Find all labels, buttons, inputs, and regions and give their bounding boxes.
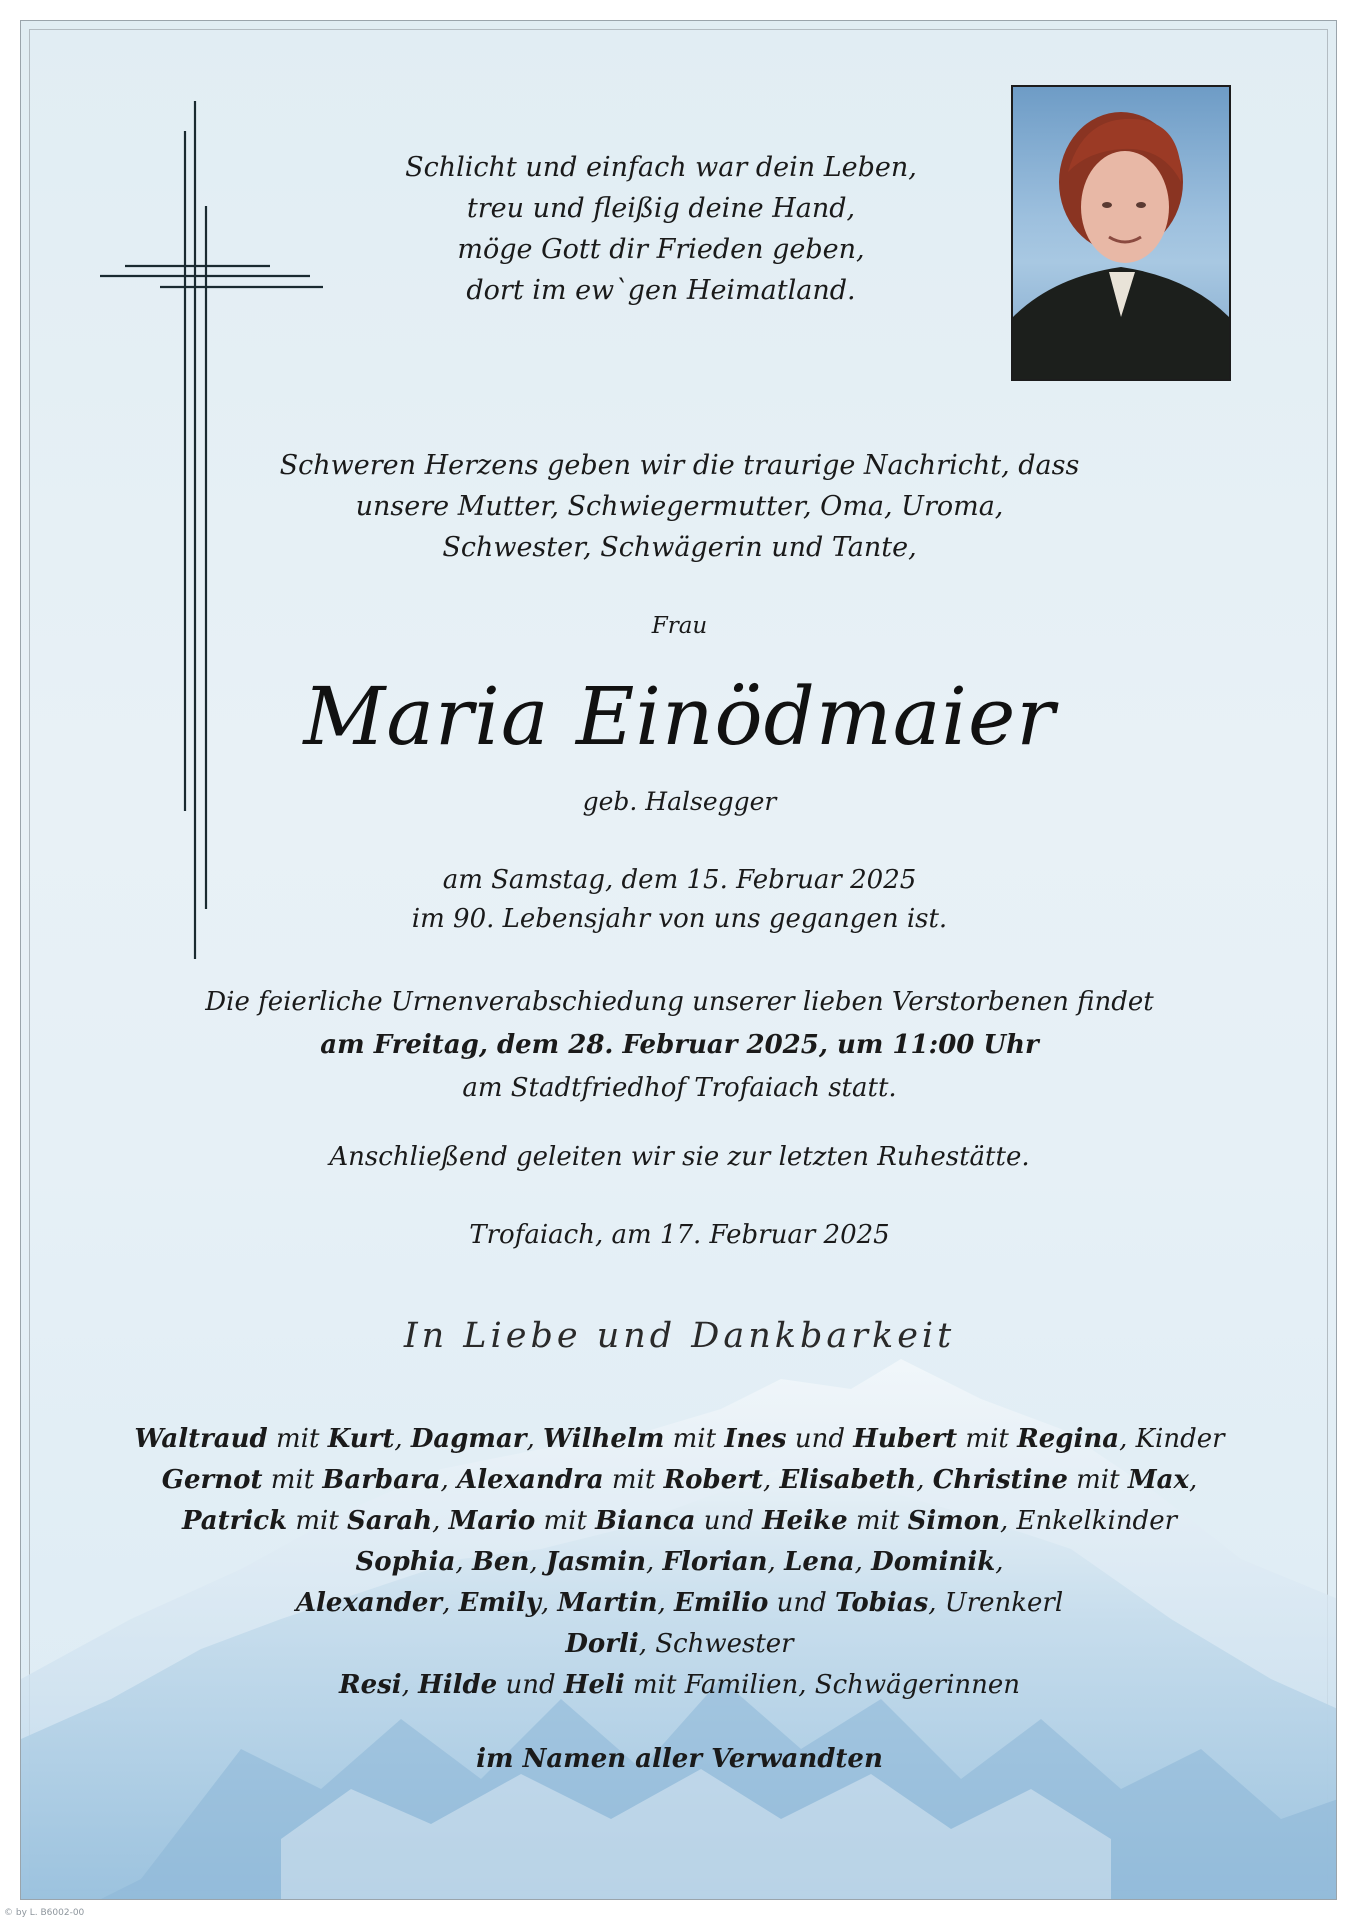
family-line-greatgrandchildren-2 [21,1583,1337,1624]
portrait-image [1013,87,1229,379]
announcement-line: unsere Mutter, Schwiegermutter, Oma, Uroma, [355,491,1004,522]
family-line-greatgrandchildren-1 [21,1542,1337,1583]
family-name: Waltraud [134,1424,268,1454]
family-name: Alexander [295,1588,443,1618]
family-name: Robert [663,1465,763,1495]
funeral-location: am Stadtfriedhof Trofaiach statt. [462,1073,897,1103]
family-name: Martin [557,1588,658,1618]
family-relation: , Enkelkinder [1000,1506,1178,1536]
family-name: Hilde [418,1670,498,1700]
family-connector: , [762,1465,780,1495]
family-connector: , [442,1588,459,1618]
family-name: Max [1127,1465,1189,1495]
in-love-heading: In Liebe und Dankbarkeit [403,1316,956,1356]
death-date-line: am Samstag, dem 15. Februar 2025 [442,865,917,895]
family-connector: mit [603,1465,664,1495]
birth-name: geb. Halsegger [582,787,777,816]
family-name: Sophia [355,1547,456,1577]
print-code: © by L. B6002-00 [4,1908,85,1918]
family-name: Heike [762,1506,848,1536]
funeral-datetime: am Freitag, dem 28. Februar 2025, um 11:00 Uhr [320,1030,1039,1060]
family-connector: , [529,1547,546,1577]
family-connector: mit [262,1465,323,1495]
family-line-grandchildren-1 [21,1460,1337,1501]
family-name: Dorli [565,1629,639,1659]
family-name: Barbara [322,1465,441,1495]
closing-line: im Namen aller Verwandten [476,1744,883,1774]
family-name: Dominik [871,1547,996,1577]
family-relation: , Urenkerl [928,1588,1064,1618]
family-connector: , [995,1547,1004,1577]
place-date: Trofaiach, am 17. Februar 2025 [469,1220,890,1250]
family-connector: , [526,1424,544,1454]
obituary-card [20,20,1337,1900]
salutation: Frau [651,613,708,639]
family-name: Resi [338,1670,402,1700]
family-name: Christine [932,1465,1068,1495]
family-connector: mit [957,1424,1018,1454]
family-line-children [21,1419,1337,1460]
family-name: Florian [662,1547,768,1577]
family-list [21,1419,1337,1706]
family-connector: und [786,1424,854,1454]
family-name: Heli [563,1670,625,1700]
family-name: Emilio [674,1588,769,1618]
family-name: Patrick [181,1506,288,1536]
announcement-line: Schwester, Schwägerin und Tante, [442,532,917,563]
family-name: Mario [448,1506,536,1536]
family-line-grandchildren-2 [21,1501,1337,1542]
family-connector: und [768,1588,836,1618]
family-connector: , [1188,1465,1198,1495]
family-connector: , [657,1588,675,1618]
family-connector: , [401,1670,419,1700]
family-name: Tobias [835,1588,929,1618]
announcement [21,445,1337,568]
family-name: Ines [724,1424,787,1454]
portrait-photo [1011,85,1231,381]
family-connector: , [854,1547,872,1577]
family-connector: , [540,1588,558,1618]
family-name: Emily [458,1588,541,1618]
family-name: Simon [907,1506,1001,1536]
family-connector: , [767,1547,785,1577]
announcement-line: Schweren Herzens geben wir die traurige Nachricht, dass [279,450,1080,481]
family-connector: und [695,1506,763,1536]
poem-line: dort im ew`gen Heimatland. [466,275,856,306]
family-line-sisters-in-law [21,1665,1337,1706]
family-connector: , [455,1547,472,1577]
family-connector: , [916,1465,933,1495]
funeral-info [21,981,1337,1110]
family-connector: mit [664,1424,725,1454]
family-connector: mit [287,1506,348,1536]
family-name: Bianca [595,1506,696,1536]
family-name: Kurt [327,1424,395,1454]
afterwards-note: Anschließend geleiten wir sie zur letzten Ruhestätte. [329,1142,1030,1172]
family-name: Jasmin [545,1547,646,1577]
family-relation: , Schwester [638,1629,794,1659]
death-age-line: im 90. Lebensjahr von uns gegangen ist. [411,904,948,934]
family-name: Hubert [853,1424,958,1454]
family-name: Sarah [347,1506,433,1536]
family-name: Dagmar [410,1424,527,1454]
poem-line: möge Gott dir Frieden geben, [457,234,865,265]
family-connector: mit [267,1424,328,1454]
death-date [21,861,1337,939]
family-relation: mit Familien, Schwägerinnen [624,1670,1021,1700]
family-name: Gernot [161,1465,263,1495]
family-name: Ben [471,1547,530,1577]
poem-line: treu und fleißig deine Hand, [466,193,856,224]
family-name: Elisabeth [779,1465,917,1495]
family-relation: , Kinder [1119,1424,1225,1454]
family-name: Alexandra [457,1465,604,1495]
family-connector: mit [847,1506,908,1536]
poem-line: Schlicht und einfach war dein Leben, [405,152,917,183]
family-name: Lena [784,1547,855,1577]
family-connector: und [497,1670,564,1700]
family-name: Wilhelm [543,1424,665,1454]
family-connector: mit [1067,1465,1128,1495]
funeral-intro: Die feierliche Urnenverabschiedung unserer lieben Verstorbenen findet [205,987,1154,1017]
poem [311,147,1011,311]
family-connector: , [440,1465,458,1495]
family-connector: , [394,1424,411,1454]
family-connector: mit [535,1506,596,1536]
family-connector: , [432,1506,449,1536]
deceased-name: Maria Einödmaier [303,670,1056,763]
family-name: Regina [1017,1424,1120,1454]
family-connector: , [645,1547,663,1577]
family-line-sister [21,1624,1337,1665]
